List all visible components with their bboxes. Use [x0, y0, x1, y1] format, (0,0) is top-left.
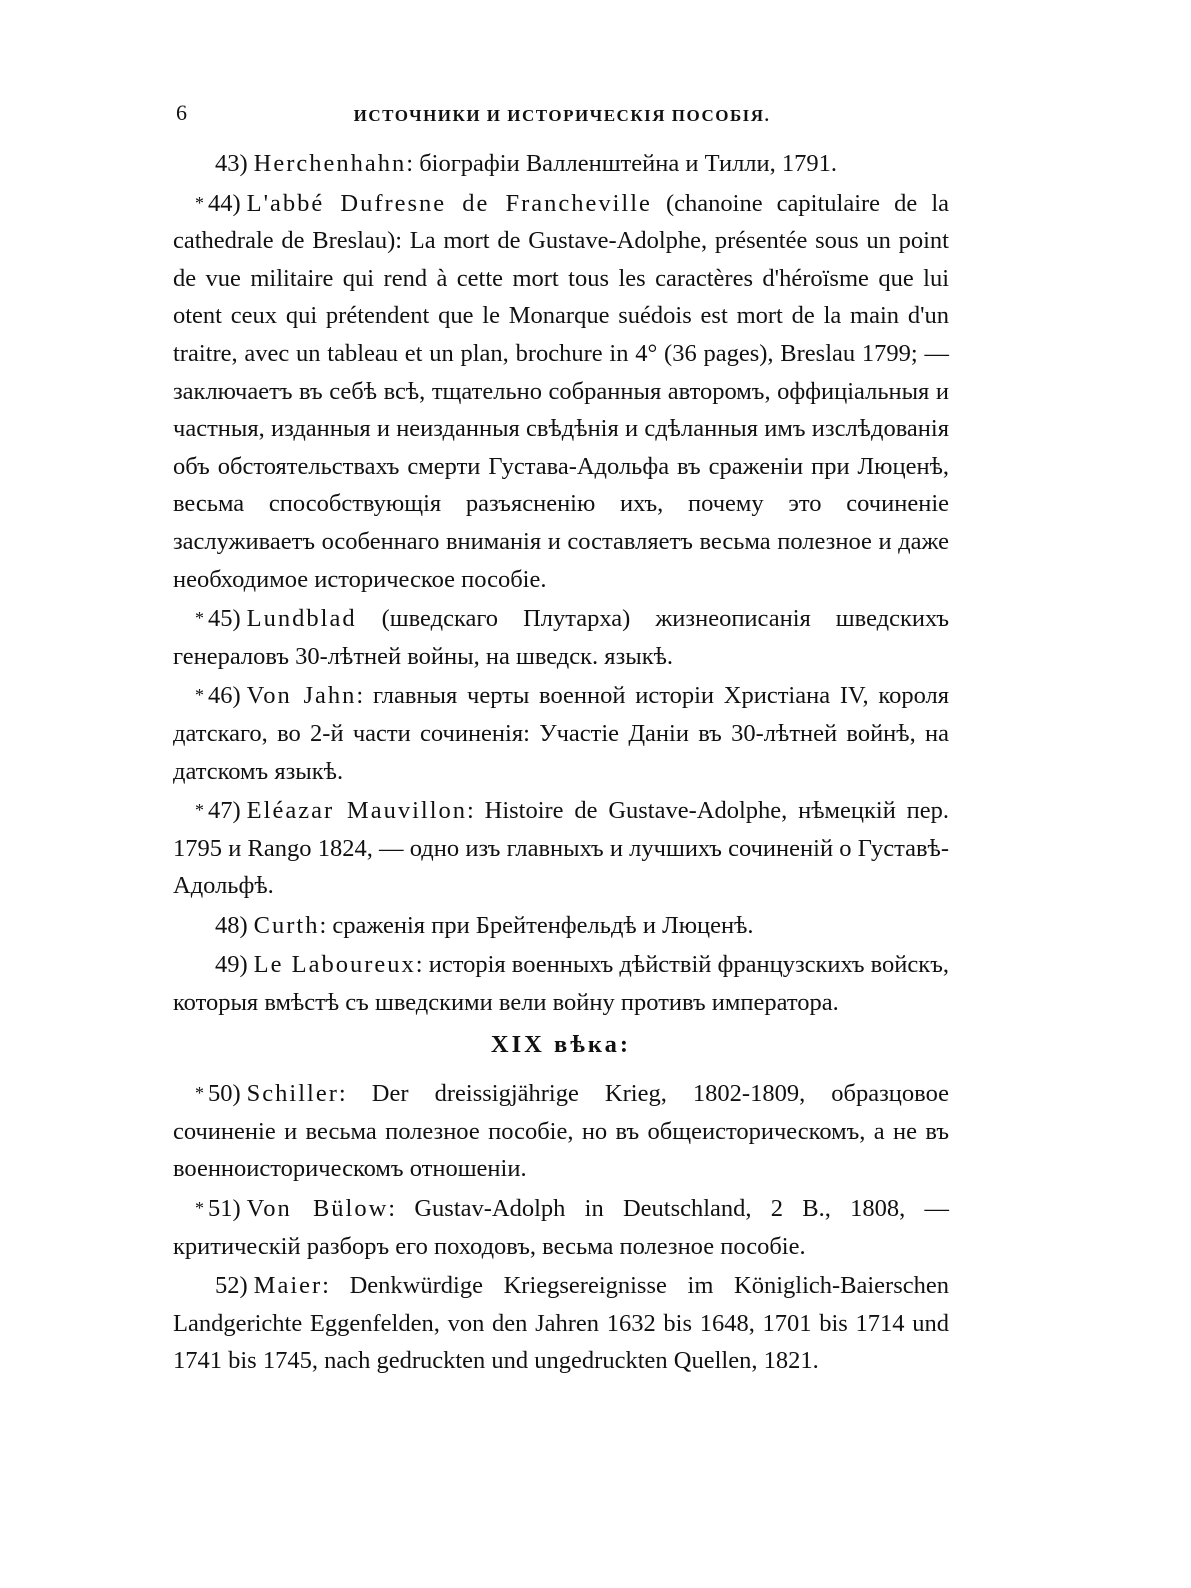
section-heading: XIX вѣка:	[490, 1030, 632, 1058]
entry-text: : Der dreissigjährige Krieg, 1802-1809, образцовое сочиненіе и весьма полезное пособіе, но въ общеисторическомъ, а не въ военноисторическомъ отношеніи.	[173, 1080, 949, 1183]
entry-text: : Denkwürdige Kriegsereignisse im Königlich-Baierschen Landgerichte Eggenfelden, von den Jahren 1632 bis 1648, 1701 bis 1714 und 1741 bis 1745, nach gedruckten und ungedruckten Quellen, 1821.	[173, 1272, 949, 1375]
bibliography-entry	[173, 907, 949, 945]
running-title: ИСТОЧНИКИ И ИСТОРИЧЕСКІЯ ПОСОБІЯ.	[353, 106, 771, 125]
entry-text: (шведскаго Плутарха) жизнеописанія шведскихъ генераловъ 30-лѣтней войны, на шведск. языкѣ.	[173, 605, 949, 670]
entry-number: 47)	[208, 797, 241, 825]
page-body	[173, 145, 949, 1382]
star-marker: *	[195, 685, 204, 706]
bibliography-entry	[173, 677, 949, 790]
entry-author: L'abbé Dufresne de Francheville	[246, 189, 652, 217]
star-marker: *	[195, 608, 204, 629]
entry-author: Le Laboureux	[253, 951, 416, 979]
entry-author: Schiller	[246, 1080, 339, 1108]
entry-author: Von Jahn	[246, 682, 357, 710]
bibliography-entry	[173, 1190, 949, 1265]
entry-text: : главныя черты военной исторіи Христіана IV, короля датскаго, во 2-й части сочиненія: Участіе Даніи въ 30-лѣтней войнѣ, на датскомъ языкѣ.	[173, 682, 949, 785]
entry-text: : Histoire de Gustave-Adolphe, нѣмецкій пер. 1795 и Rango 1824, — одно изъ главныхъ и лучшихъ сочиненій о Густавѣ-Адольфѣ.	[173, 797, 949, 900]
entry-author: Von Bülow	[246, 1195, 389, 1223]
entry-number: 50)	[208, 1080, 241, 1108]
entry-number: 51)	[208, 1195, 241, 1223]
bibliography-entry	[173, 600, 949, 675]
entry-author: Eléazar Mauvillon	[246, 797, 467, 825]
bibliography-list-before	[173, 145, 949, 1022]
entry-text: (chanoine capitulaire de la cathedrale de Breslau): La mort de Gustave-Adolphe, présentée sous un point de vue militaire qui rend à cette mort tous les caractères d'héroïsme que lui otent ceux qui prétendent que le Monarque suédois est mort de la main d'un traitre, avec un tableau et un plan, brochure in 4° (36 pages), Breslau 1799; — заключаетъ въ себѣ всѣ, тщательно собранныя авторомъ, оффиціальныя и частныя, изданныя и неизданныя свѣдѣнія и сдѣланныя имъ изслѣдованія объ обстоятельствахъ смерти Густава-Адольфа въ сраженіи при Люценѣ, весьма способствующія разъясненію ихъ, почему это сочиненіе заслуживаетъ особеннаго вниманія и составляетъ весьма полезное и даже необходимое историческое пособіе.	[173, 189, 949, 593]
entry-text: : біографіи Валленштейна и Тилли, 1791.	[406, 150, 838, 177]
entry-author: Herchenhahn	[253, 150, 407, 177]
bibliography-entry	[173, 185, 949, 599]
entry-number: 43)	[215, 150, 248, 177]
entry-number: 49)	[215, 951, 248, 979]
entry-number: 52)	[215, 1272, 248, 1300]
star-marker: *	[195, 1198, 204, 1219]
bibliography-entry	[173, 1267, 949, 1380]
page-number: 6	[176, 100, 187, 125]
entry-number: 46)	[208, 682, 241, 710]
entry-author: Maier	[253, 1272, 323, 1300]
bibliography-entry	[173, 792, 949, 905]
bibliography-list-after	[173, 1075, 949, 1380]
entry-number: 45)	[208, 605, 241, 633]
entry-number: 44)	[208, 189, 241, 217]
entry-author: Lundblad	[246, 605, 357, 633]
entry-author: Curth	[253, 911, 320, 939]
page-header	[176, 96, 948, 136]
bibliography-entry	[173, 946, 949, 1021]
entry-number: 48)	[215, 911, 248, 939]
entry-text: : сраженія при Брейтенфельдѣ и Люценѣ.	[319, 911, 754, 939]
entry-text: : исторія военныхъ дѣйствій французскихъ войскъ, которыя вмѣстѣ съ шведскими вели войну противъ императора.	[173, 951, 949, 1017]
bibliography-entry	[173, 145, 949, 183]
star-marker: *	[195, 1083, 204, 1104]
star-marker: *	[195, 800, 204, 821]
star-marker: *	[195, 192, 204, 213]
bibliography-entry	[173, 1075, 949, 1188]
entry-text: : Gustav-Adolph in Deutschland, 2 B., 1808, — критическій разборъ его походовъ, весьма полезное пособіе.	[173, 1195, 949, 1260]
